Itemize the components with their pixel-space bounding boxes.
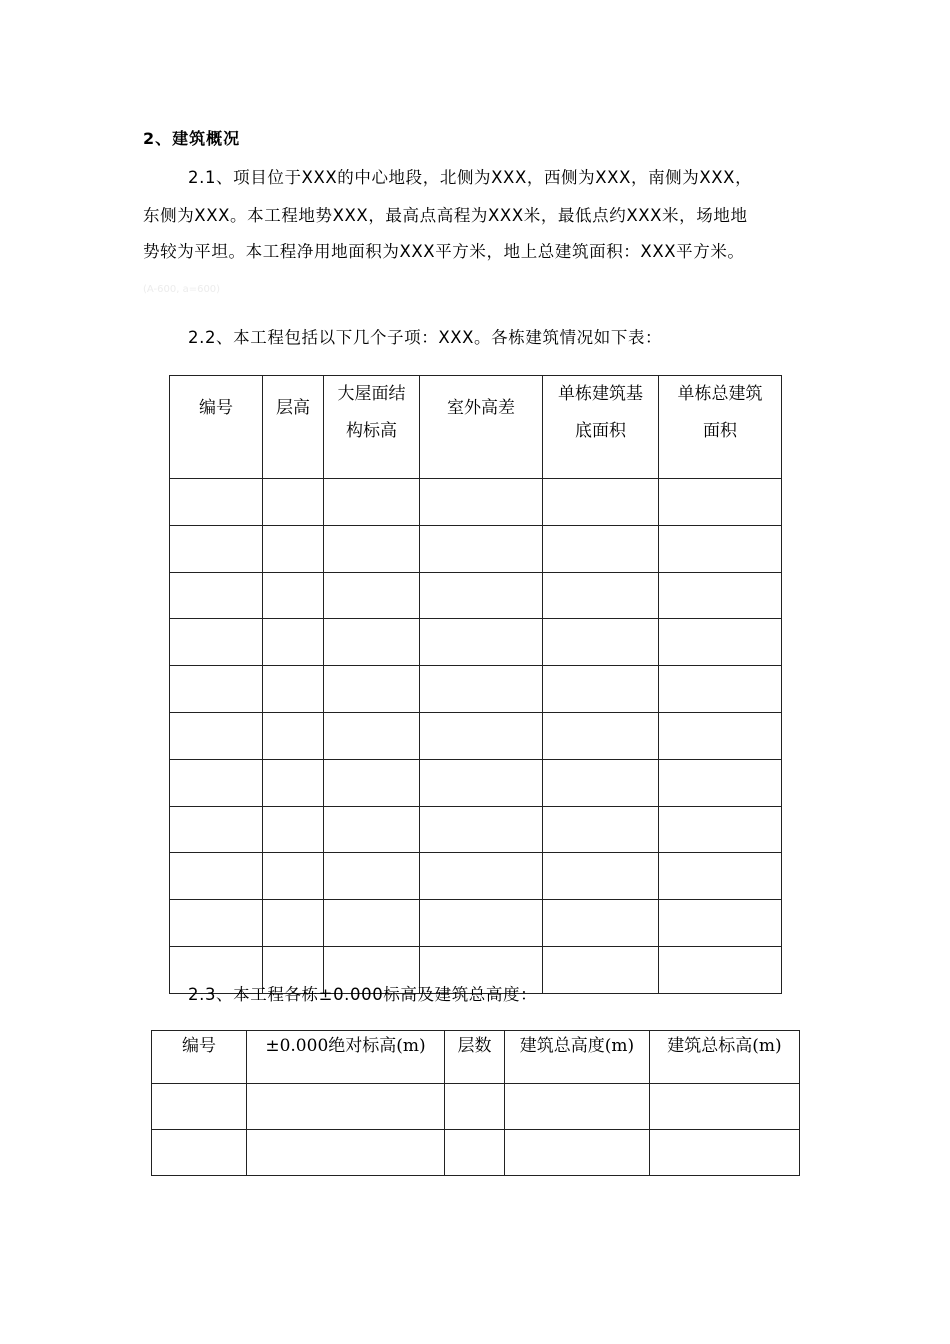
header-cell-base-area: 单栋建筑基 底面积 — [543, 376, 659, 479]
table-cell — [420, 619, 543, 666]
table-cell — [263, 853, 324, 900]
table-cell — [324, 525, 420, 572]
building-info-table — [169, 375, 782, 994]
table-row — [170, 853, 782, 900]
table-cell — [543, 900, 659, 947]
table-cell — [505, 1130, 650, 1176]
header-cell-total-elevation: 建筑总标高(m) — [650, 1031, 800, 1084]
table-cell — [324, 806, 420, 853]
table-cell — [263, 759, 324, 806]
table-cell — [324, 759, 420, 806]
table-cell — [263, 666, 324, 713]
table-cell — [420, 759, 543, 806]
table-header-row — [170, 376, 782, 479]
table-cell — [543, 759, 659, 806]
table-cell — [324, 619, 420, 666]
table-cell — [543, 572, 659, 619]
table-row — [152, 1084, 800, 1130]
table-cell — [543, 619, 659, 666]
table-cell — [324, 712, 420, 759]
header-cell-floors: 层数 — [445, 1031, 505, 1084]
paragraph-2-2: 2.2、本工程包括以下几个子项：XXX。各栋建筑情况如下表： — [188, 328, 663, 347]
table-cell — [263, 900, 324, 947]
table-cell — [263, 712, 324, 759]
table-cell — [543, 525, 659, 572]
paragraph-2-1-line-2: 东侧为XXX。本工程地势XXX，最高点高程为XXX米，最低点约XXX米，场地地 — [143, 206, 748, 225]
elevation-table — [151, 1030, 800, 1176]
header-cell-total-height: 建筑总高度(m) — [505, 1031, 650, 1084]
table-cell — [659, 525, 782, 572]
table-cell — [247, 1084, 445, 1130]
table-cell — [543, 853, 659, 900]
table-row — [170, 619, 782, 666]
table-cell — [543, 479, 659, 526]
table-row — [170, 666, 782, 713]
table-cell — [505, 1084, 650, 1130]
table-cell — [170, 666, 263, 713]
table-row — [170, 479, 782, 526]
header-cell-outdoor-height-diff: 室外高差 — [420, 376, 543, 479]
table-cell — [650, 1084, 800, 1130]
table-row — [170, 712, 782, 759]
table-cell — [543, 712, 659, 759]
table-cell — [659, 946, 782, 993]
paragraph-2-1-line-1: 2.1、项目位于XXX的中心地段，北侧为XXX，西侧为XXX，南侧为XXX， — [188, 168, 753, 187]
table-cell — [170, 572, 263, 619]
table-cell — [170, 619, 263, 666]
table-cell — [420, 712, 543, 759]
faint-note: (A-600, a=600) — [143, 284, 221, 295]
table-cell — [247, 1130, 445, 1176]
table-cell — [170, 525, 263, 572]
table-cell — [659, 572, 782, 619]
paragraph-2-3: 2.3、本工程各栋±0.000标高及建筑总高度： — [188, 985, 538, 1004]
table-cell — [659, 759, 782, 806]
table-cell — [152, 1084, 247, 1130]
table-cell — [170, 479, 263, 526]
table-cell — [420, 666, 543, 713]
table-cell — [324, 853, 420, 900]
table-header-row — [152, 1031, 800, 1084]
table-cell — [659, 666, 782, 713]
table-cell — [659, 619, 782, 666]
table-cell — [659, 806, 782, 853]
table-cell — [543, 806, 659, 853]
table-cell — [170, 853, 263, 900]
header-cell-number: 编号 — [170, 376, 263, 479]
table-cell — [170, 759, 263, 806]
table-cell — [659, 479, 782, 526]
table-row — [170, 806, 782, 853]
header-cell-absolute-elevation: ±0.000绝对标高(m) — [247, 1031, 445, 1084]
section-title: 2、建筑概况 — [143, 129, 241, 148]
table-cell — [659, 853, 782, 900]
table-cell — [445, 1130, 505, 1176]
table-cell — [420, 525, 543, 572]
table-cell — [170, 806, 263, 853]
table-cell — [324, 900, 420, 947]
table-cell — [420, 900, 543, 947]
table-row — [170, 900, 782, 947]
header-cell-total-area: 单栋总建筑 面积 — [659, 376, 782, 479]
table-cell — [324, 572, 420, 619]
table-cell — [420, 479, 543, 526]
table-cell — [543, 946, 659, 993]
table-cell — [420, 806, 543, 853]
table-cell — [324, 479, 420, 526]
table-cell — [263, 479, 324, 526]
table-cell — [543, 666, 659, 713]
table-cell — [263, 525, 324, 572]
table-row — [170, 759, 782, 806]
table-cell — [170, 900, 263, 947]
table-cell — [445, 1084, 505, 1130]
header-cell-number: 编号 — [152, 1031, 247, 1084]
table-cell — [263, 572, 324, 619]
table-cell — [263, 619, 324, 666]
table-row — [170, 525, 782, 572]
table-cell — [420, 853, 543, 900]
table-row — [170, 572, 782, 619]
table-cell — [659, 712, 782, 759]
table-cell — [420, 572, 543, 619]
table-row — [152, 1130, 800, 1176]
table-cell — [152, 1130, 247, 1176]
table-cell — [650, 1130, 800, 1176]
paragraph-2-1-line-3: 势较为平坦。本工程净用地面积为XXX平方米，地上总建筑面积：XXX平方米。 — [143, 242, 745, 261]
table-cell — [659, 900, 782, 947]
table-cell — [324, 666, 420, 713]
header-cell-roof-elevation: 大屋面结 构标高 — [324, 376, 420, 479]
header-cell-floor-height: 层高 — [263, 376, 324, 479]
table-cell — [263, 806, 324, 853]
table-cell — [170, 712, 263, 759]
